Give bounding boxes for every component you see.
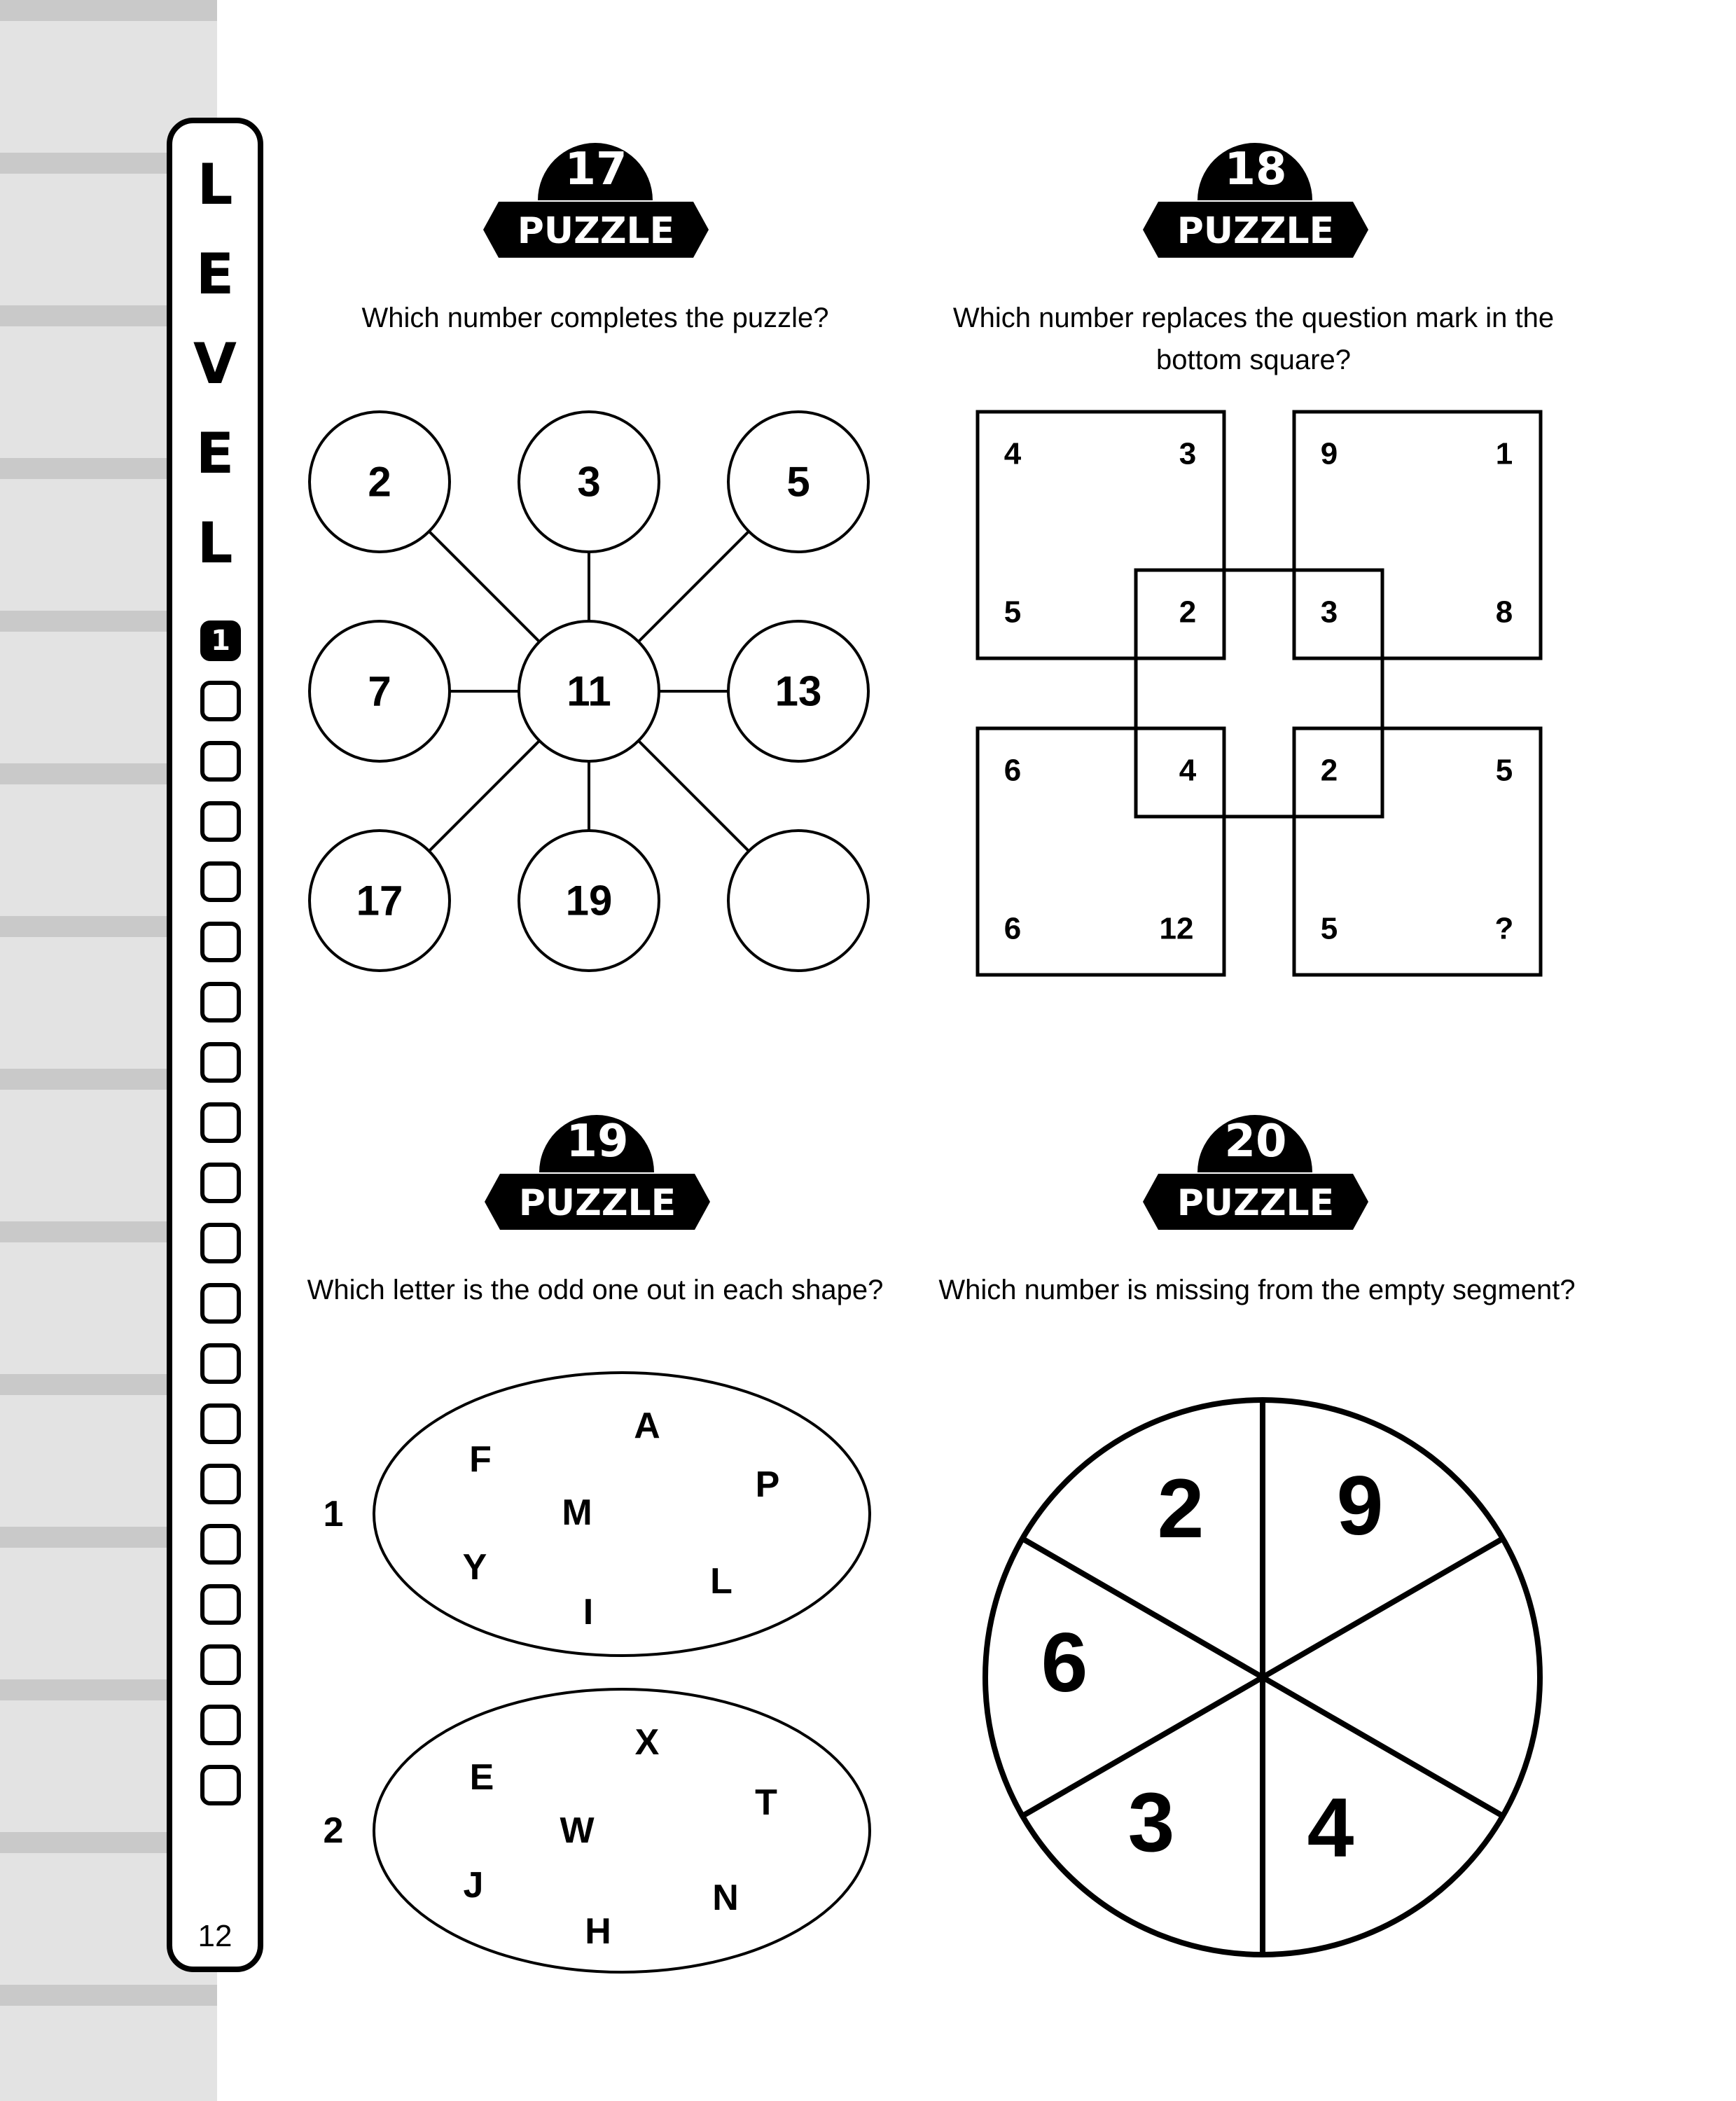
- level-letter: L: [197, 511, 233, 576]
- segment-value: 2: [1157, 1462, 1204, 1555]
- shape-letter: L: [710, 1561, 732, 1602]
- puzzle-label: PUZZLE: [517, 210, 675, 252]
- square-value: 3: [1179, 436, 1197, 471]
- square-value: 8: [1495, 595, 1513, 630]
- current-level-box: 1: [200, 620, 241, 661]
- puzzle-18-question: Which number replaces the question mark in the bottom square?: [952, 303, 1555, 375]
- empty-answer-circle: [728, 831, 868, 971]
- shape-letter: E: [469, 1757, 494, 1798]
- segment-value: 6: [1041, 1616, 1088, 1710]
- puzzle-17-badge: [483, 133, 709, 266]
- level-checkbox[interactable]: [200, 1223, 241, 1263]
- puzzle-number: 18: [1224, 144, 1287, 195]
- square-value: 1: [1495, 436, 1513, 471]
- square-value: 9: [1320, 436, 1338, 471]
- shape-number-label: 1: [323, 1494, 344, 1534]
- level-letter: L: [197, 152, 233, 217]
- shape-letter: X: [634, 1722, 660, 1763]
- square-value: 6: [1004, 911, 1022, 946]
- center-overlap-square: [1136, 570, 1382, 817]
- shape-letter: N: [712, 1878, 739, 1918]
- level-checkbox[interactable]: [200, 982, 241, 1022]
- level-checkbox[interactable]: [200, 1524, 241, 1565]
- shape-letter: A: [634, 1406, 660, 1446]
- square-value: 3: [1320, 595, 1338, 630]
- puzzle-18-badge: [1143, 133, 1368, 266]
- circle-value: 5: [786, 458, 810, 506]
- segment-value: 3: [1127, 1775, 1175, 1869]
- segment-value: 9: [1336, 1459, 1384, 1553]
- puzzle-20-segment-wheel: [966, 1380, 1569, 1968]
- square-value: 5: [1320, 911, 1338, 946]
- puzzle-19-question: Which letter is the odd one out in each shape?: [307, 1275, 884, 1305]
- circle-value: 2: [368, 458, 391, 506]
- segment-dividers: [1022, 1400, 1503, 1955]
- shape-number-label: 2: [323, 1810, 344, 1851]
- shape-letter: H: [585, 1911, 611, 1952]
- puzzle-20-badge: [1143, 1105, 1368, 1238]
- puzzle-20-question: Which number is missing from the empty segment?: [938, 1275, 1576, 1305]
- level-checkbox[interactable]: [200, 1102, 241, 1143]
- square-value: 4: [1004, 436, 1022, 471]
- shape-letter: T: [755, 1782, 777, 1823]
- square-value: 5: [1004, 595, 1022, 630]
- shape-letter: W: [560, 1810, 595, 1851]
- letter-shape-1: [374, 1373, 870, 1656]
- puzzle-17-question: Which number completes the puzzle?: [361, 303, 829, 333]
- level-letter: E: [195, 242, 235, 307]
- shape-letter: M: [562, 1492, 592, 1533]
- puzzle-label: PUZZLE: [1176, 1182, 1335, 1224]
- puzzle-number: 17: [564, 144, 627, 195]
- level-checkbox[interactable]: [200, 1042, 241, 1083]
- puzzle-19-letter-shapes: [301, 1359, 889, 1989]
- level-checkbox[interactable]: [200, 1464, 241, 1504]
- puzzle-17-circle-grid: [294, 399, 882, 987]
- segment-value: 4: [1307, 1781, 1354, 1875]
- level-checkbox[interactable]: [200, 922, 241, 962]
- level-checkbox[interactable]: [200, 861, 241, 902]
- puzzle-number: 20: [1224, 1116, 1287, 1167]
- level-checkbox[interactable]: [200, 681, 241, 721]
- level-checkbox[interactable]: [200, 1644, 241, 1685]
- level-letter: V: [193, 331, 237, 396]
- level-checkbox[interactable]: [200, 1163, 241, 1203]
- level-checkbox[interactable]: [200, 1705, 241, 1745]
- square-value: 2: [1179, 595, 1197, 630]
- square-value: 5: [1495, 753, 1513, 788]
- page-number: 12: [197, 1919, 232, 1953]
- circle-value: 7: [368, 667, 391, 715]
- circle-value: 19: [565, 877, 613, 924]
- square-value: 6: [1004, 753, 1022, 788]
- level-letter: E: [195, 421, 235, 486]
- level-sidebar: [167, 118, 263, 1972]
- puzzle-label: PUZZLE: [1176, 210, 1335, 252]
- puzzle-18-square-grid: [966, 399, 1569, 987]
- puzzle-19-badge: [485, 1105, 710, 1238]
- letter-shape-2: [374, 1689, 870, 1972]
- question-mark: ?: [1494, 911, 1514, 946]
- circle-value: 17: [356, 877, 403, 924]
- square-value: 12: [1159, 911, 1194, 946]
- level-checkbox[interactable]: [200, 1343, 241, 1384]
- shape-letter: Y: [462, 1547, 487, 1588]
- level-checkbox[interactable]: [200, 1765, 241, 1805]
- puzzle-number: 19: [566, 1116, 629, 1167]
- circle-value: 11: [567, 667, 611, 715]
- circle-value: 3: [577, 458, 601, 506]
- square-value: 2: [1320, 753, 1338, 788]
- level-checkbox[interactable]: [200, 741, 241, 782]
- level-checkbox[interactable]: [200, 1283, 241, 1324]
- puzzle-label: PUZZLE: [518, 1182, 676, 1224]
- level-checkbox[interactable]: [200, 1403, 241, 1444]
- square-value: 4: [1179, 753, 1197, 788]
- shape-letter: J: [463, 1865, 484, 1906]
- level-checkbox[interactable]: [200, 1584, 241, 1625]
- circle-value: 13: [775, 667, 822, 715]
- level-checkbox[interactable]: [200, 801, 241, 842]
- shape-letter: F: [469, 1439, 492, 1480]
- shape-letter: P: [755, 1464, 780, 1505]
- shape-letter: I: [583, 1592, 594, 1632]
